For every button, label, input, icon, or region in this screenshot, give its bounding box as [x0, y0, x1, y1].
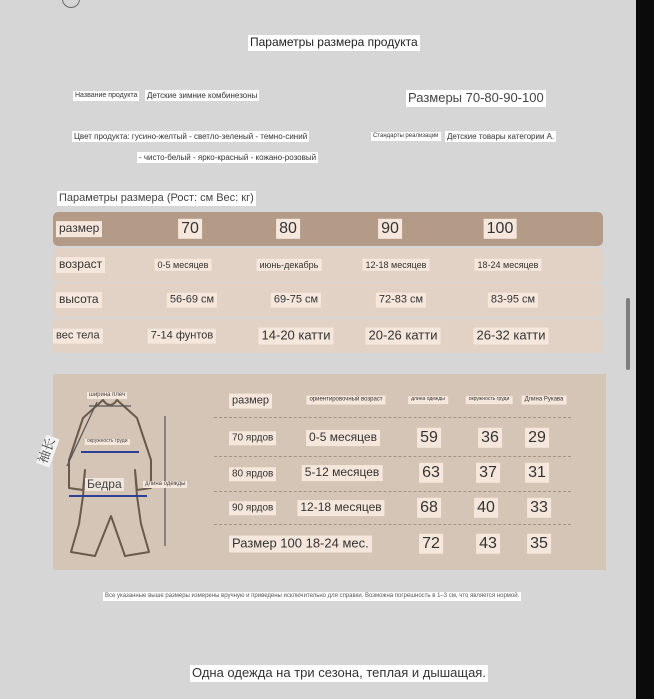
- col-header-age: ориентировочный возраст: [306, 396, 385, 405]
- weight-cell: 26-32 катти: [474, 328, 549, 345]
- age-cell: 18-24 месяцев: [475, 259, 542, 271]
- divider: [214, 456, 571, 457]
- size-row: [53, 212, 603, 246]
- length-value: 63: [419, 463, 443, 483]
- chest-value: 43: [476, 534, 500, 554]
- height-cell: 72-83 см: [376, 293, 426, 308]
- slogan: Одна одежда на три сезона, теплая и дышащая.: [192, 665, 486, 680]
- col-header-size: размер: [229, 394, 272, 409]
- sleeve-length-label: 袖长: [35, 436, 59, 466]
- footnote: Все указанные выше размеры измерены вручную и приведены исключительно для справки. Возможна погрешность в 1–3 см, что является нормой.: [105, 593, 520, 599]
- age-cell: июнь-декабрь: [257, 259, 322, 271]
- age-cell: 0-5 месяцев: [155, 259, 212, 271]
- row-label: высота: [56, 292, 102, 308]
- sleeve-value: 31: [525, 463, 549, 483]
- length-value: 72: [419, 534, 443, 554]
- size-label: 70 ярдов: [229, 431, 276, 445]
- divider: [214, 524, 571, 525]
- col-header-chest: окружность груди: [466, 396, 513, 404]
- weight-cell: 14-20 катти: [259, 328, 334, 345]
- length-value: 68: [417, 498, 441, 518]
- size-cell: 70: [178, 219, 202, 239]
- col-header-sleeve: Длина Рукава: [522, 396, 567, 405]
- length-value: 59: [417, 428, 441, 448]
- chest-label: окружность груди: [87, 438, 128, 444]
- divider: [214, 417, 571, 418]
- size-cell: 90: [378, 219, 402, 239]
- age-value: 12-18 месяцев: [297, 500, 384, 516]
- sleeve-value: 29: [525, 428, 549, 448]
- sleeve-arrow: [67, 402, 97, 466]
- sizes-header: Размеры 70-80-90-100: [408, 90, 544, 105]
- chest-value: 36: [478, 428, 502, 448]
- height-cell: 83-95 см: [488, 293, 538, 308]
- scrollbar[interactable]: [626, 298, 630, 370]
- size-cell: 100: [484, 219, 517, 239]
- chest-value: 40: [474, 498, 498, 518]
- row-label: размер: [56, 221, 102, 237]
- row-label: возраст: [56, 257, 105, 273]
- sleeve-value: 33: [527, 498, 551, 518]
- size-age-label: Размер 100 18-24 мес.: [229, 536, 372, 553]
- height-cell: 56-69 см: [167, 293, 217, 308]
- row-label: вес тела: [53, 329, 103, 344]
- sleeve-value: 35: [527, 534, 551, 554]
- weight-cell: 7-14 фунтов: [148, 329, 216, 344]
- page-title: Параметры размера продукта: [250, 35, 418, 49]
- garment-length-label: длина одежды: [145, 481, 186, 487]
- size-label: 80 ярдов: [229, 467, 276, 481]
- divider: [214, 491, 571, 492]
- romper-diagram: [53, 374, 253, 570]
- age-value: 0-5 месяцев: [306, 430, 380, 446]
- weight-row: [53, 319, 603, 353]
- product-name-value: Детские зимние комбинезоны: [147, 91, 258, 100]
- standard-label: Стандарты реализации: [373, 133, 439, 139]
- age-row: [53, 248, 603, 282]
- col-header-length: длина одежды: [408, 396, 448, 404]
- params-caption: Параметры размера (Рост: см Вес: кг): [59, 192, 254, 204]
- height-cell: 69-75 см: [271, 293, 321, 308]
- shoulder-width-label: ширина плеч: [89, 392, 126, 398]
- color-line-2: - чисто-белый - ярко-красный - кожано-розовый: [139, 153, 317, 162]
- hips-label: Бедра: [87, 477, 122, 491]
- size-cell: 80: [276, 219, 300, 239]
- weight-cell: 20-26 катти: [366, 328, 441, 345]
- age-cell: 12-18 месяцев: [363, 259, 430, 271]
- chest-value: 37: [476, 463, 500, 483]
- height-row: [53, 283, 603, 317]
- standard-value: Детские товары категории A.: [447, 132, 555, 141]
- age-value: 5-12 месяцев: [302, 465, 383, 481]
- edge-bar: [636, 0, 654, 699]
- size-label: 90 ярдов: [229, 501, 276, 515]
- circle-icon: [62, 0, 80, 8]
- product-name-label: Название продукта: [73, 91, 139, 101]
- color-line-1: Цвет продукта: гусино-желтый - светло-зеленый - темно-синий: [74, 132, 308, 141]
